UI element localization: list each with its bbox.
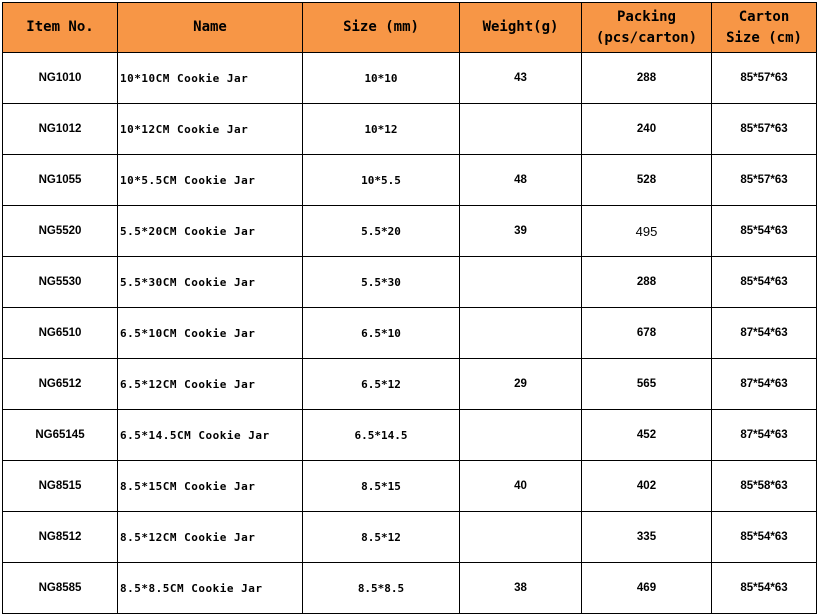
item-no-cell: NG1012: [3, 104, 118, 155]
size-cell: 5.5*30: [303, 257, 460, 308]
item-no-cell: NG1055: [3, 155, 118, 206]
header-item-no: Item No.: [3, 3, 118, 53]
item-no-cell: NG6510: [3, 308, 118, 359]
name-cell: 10*10CM Cookie Jar: [118, 53, 303, 104]
packing-cell: 288: [582, 257, 712, 308]
name-cell: 6.5*10CM Cookie Jar: [118, 308, 303, 359]
table-row: [3, 512, 817, 563]
size-cell: 10*5.5: [303, 155, 460, 206]
carton-cell: 85*54*63: [712, 257, 817, 308]
carton-cell: 87*54*63: [712, 308, 817, 359]
weight-cell: [460, 512, 582, 563]
size-cell: 8.5*15: [303, 461, 460, 512]
table-row: [3, 308, 817, 359]
weight-cell: [460, 257, 582, 308]
table-body: [3, 53, 817, 614]
name-cell: 5.5*30CM Cookie Jar: [118, 257, 303, 308]
item-no-cell: NG8585: [3, 563, 118, 614]
weight-cell: [460, 308, 582, 359]
table-row: [3, 104, 817, 155]
packing-cell: 469: [582, 563, 712, 614]
header-weight: Weight(g): [460, 3, 582, 53]
table-row: [3, 53, 817, 104]
packing-cell: 452: [582, 410, 712, 461]
table-row: [3, 359, 817, 410]
item-no-cell: NG1010: [3, 53, 118, 104]
carton-cell: 85*54*63: [712, 512, 817, 563]
item-no-cell: NG5530: [3, 257, 118, 308]
weight-cell: 39: [460, 206, 582, 257]
size-cell: 8.5*12: [303, 512, 460, 563]
table-row: [3, 206, 817, 257]
header-size: Size (mm): [303, 3, 460, 53]
carton-cell: 85*58*63: [712, 461, 817, 512]
packing-cell: 528: [582, 155, 712, 206]
item-no-cell: NG6512: [3, 359, 118, 410]
carton-cell: 87*54*63: [712, 359, 817, 410]
item-no-cell: NG65145: [3, 410, 118, 461]
packing-cell: 678: [582, 308, 712, 359]
name-cell: 6.5*14.5CM Cookie Jar: [118, 410, 303, 461]
size-cell: 6.5*12: [303, 359, 460, 410]
name-cell: 10*12CM Cookie Jar: [118, 104, 303, 155]
packing-cell: 495: [582, 206, 712, 257]
packing-cell: 288: [582, 53, 712, 104]
header-row: [3, 3, 817, 53]
carton-cell: 85*54*63: [712, 563, 817, 614]
product-spec-table: [2, 2, 817, 614]
size-cell: 5.5*20: [303, 206, 460, 257]
packing-cell: 565: [582, 359, 712, 410]
size-cell: 10*10: [303, 53, 460, 104]
carton-cell: 85*54*63: [712, 206, 817, 257]
packing-cell: 240: [582, 104, 712, 155]
weight-cell: 29: [460, 359, 582, 410]
weight-cell: 40: [460, 461, 582, 512]
name-cell: 8.5*15CM Cookie Jar: [118, 461, 303, 512]
size-cell: 6.5*14.5: [303, 410, 460, 461]
table-row: [3, 461, 817, 512]
size-cell: 8.5*8.5: [303, 563, 460, 614]
weight-cell: [460, 410, 582, 461]
table-row: [3, 155, 817, 206]
table-row: [3, 563, 817, 614]
table-row: [3, 257, 817, 308]
header-carton-line2: Size (cm): [726, 29, 802, 46]
header-packing-line1: Packing: [616, 8, 676, 25]
carton-cell: 85*57*63: [712, 104, 817, 155]
carton-cell: 85*57*63: [712, 155, 817, 206]
header-packing-line2: (pcs/carton): [595, 29, 698, 46]
weight-cell: 43: [460, 53, 582, 104]
name-cell: 10*5.5CM Cookie Jar: [118, 155, 303, 206]
header-packing: [582, 3, 712, 53]
header-carton-line1: Carton: [738, 8, 790, 25]
table-row: [3, 410, 817, 461]
packing-cell: 402: [582, 461, 712, 512]
item-no-cell: NG5520: [3, 206, 118, 257]
packing-cell: 335: [582, 512, 712, 563]
carton-cell: 87*54*63: [712, 410, 817, 461]
item-no-cell: NG8515: [3, 461, 118, 512]
name-cell: 8.5*12CM Cookie Jar: [118, 512, 303, 563]
weight-cell: [460, 104, 582, 155]
carton-cell: 85*57*63: [712, 53, 817, 104]
name-cell: 5.5*20CM Cookie Jar: [118, 206, 303, 257]
weight-cell: 48: [460, 155, 582, 206]
weight-cell: 38: [460, 563, 582, 614]
size-cell: 6.5*10: [303, 308, 460, 359]
size-cell: 10*12: [303, 104, 460, 155]
header-name: Name: [118, 3, 303, 53]
name-cell: 8.5*8.5CM Cookie Jar: [118, 563, 303, 614]
header-carton: [712, 3, 817, 53]
item-no-cell: NG8512: [3, 512, 118, 563]
name-cell: 6.5*12CM Cookie Jar: [118, 359, 303, 410]
